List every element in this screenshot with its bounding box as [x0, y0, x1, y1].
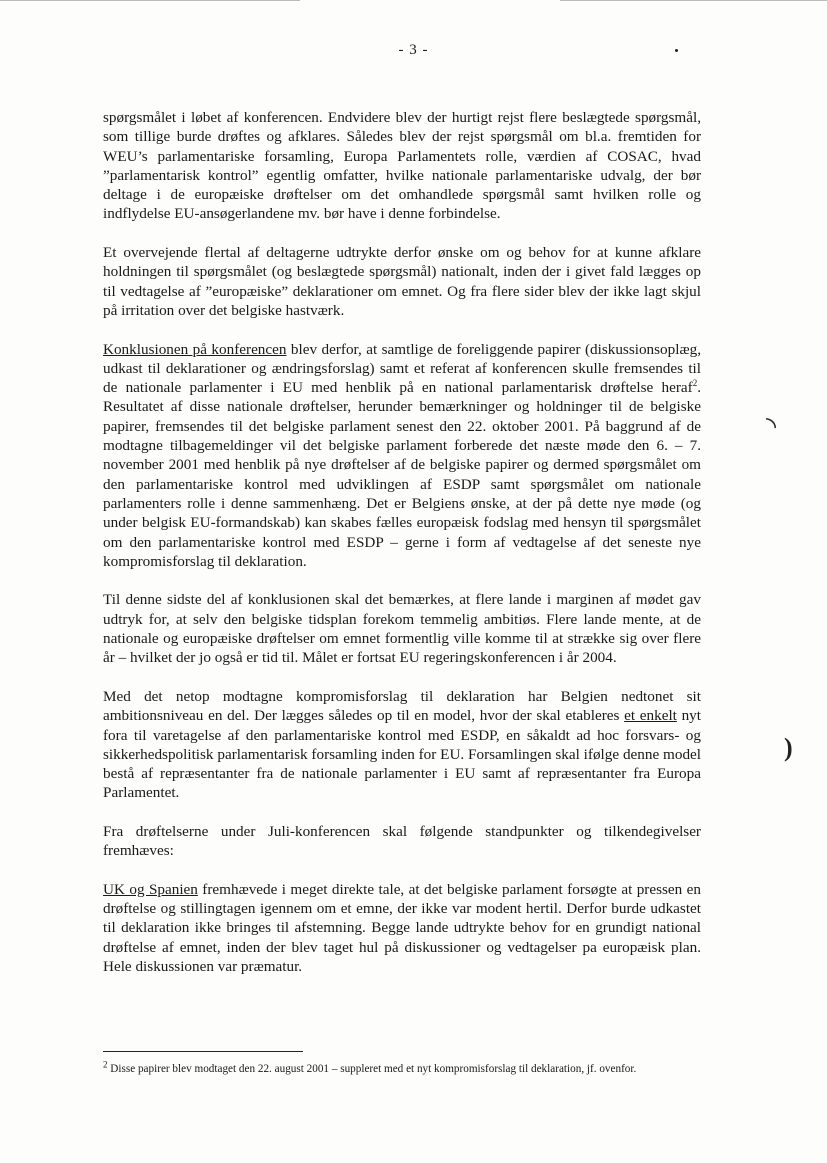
- scan-edge-left: [0, 0, 300, 1]
- paragraph-5-text-b: nyt fora til varetagelse af den parlamentariske kontrol med ESDP, en såkaldt ad hoc forsvars- og sikkerhedspolitisk parlamentarisk forsamling inden for EU. Forsamlingen skal ifølge denne model bestå af repræsentanter fra de nationale parlamenter i EU samt af repræsentanter fra Europa Parlamentet.: [103, 707, 701, 802]
- footnote: [103, 1061, 701, 1077]
- footnote-divider: [103, 1051, 303, 1052]
- paragraph-3-text-b: . Resultatet af disse nationale drøftelser, herunder bemærkninger og holdninger til de belgiske papirer, fremsendes til det belgiske parlament senest den 22. oktober 2001. På baggrund af de modtagne tilbagemeldinger vil det belgiske parlament forberede det næste møde den 6. – 7. november 2001 med henblik på nye drøftelser af de belgiske papirer og dermed spørgsmålet om den parlamentariske kontrol med udviklingen af ESDP samt spørgsmålet om nationale parlamenters rolle i denne sammenhæng. Det er Belgiens ønske, at der på dette nye møde (og under belgisk EU-formandskab) kan skabes fælles europæisk fodslag med hensyn til spørgsmålet om den parlamentariske kontrol med ESDP – gerne i form af vedtagelse af det seneste nye kompromisforslag til deklaration.: [103, 379, 701, 570]
- paragraph-5: [103, 687, 701, 803]
- margin-hole-mark-upper: ◝: [766, 412, 777, 441]
- paragraph-5-text-a: Med det netop modtagne kompromisforslag til deklaration har Belgien nedtonet sit ambitionsniveau en del. Der lægges således op til en model, hvor der skal etableres: [103, 687, 701, 725]
- paragraph-1: spørgsmålet i løbet af konferencen. Endvidere blev der hurtigt rejst flere beslægtede spørgsmål, som tillige burde drøftes og afklares. Således blev der rejst spørgsmål om bl.a. fremtiden for WEU’s parlamentariske forsamling, Europa Parlamentets rolle, værdien af COSAC, hvad ”parlamentarisk kontrol” egentlig omfatter, hvilke nationale parlamentariske udvalg, der bør deltage i de europæiske drøftelser om det omhandlede spørgsmål samt hvilken rolle og indflydelse EU-ansøgerlandene mv. bør have i denne forbindelse.: [103, 109, 701, 223]
- page-number: - 3 -: [398, 42, 429, 58]
- underlined-heading-uk-spain: UK og Spanien: [103, 880, 198, 898]
- footnote-reference: 2: [692, 378, 698, 389]
- footnote-text: Disse papirer blev modtaget den 22. august 2001 – suppleret med et nyt kompromisforslag til deklaration, jf. ovenfor.: [107, 1063, 637, 1075]
- scan-edge-right: [560, 0, 827, 1]
- paragraph-6: Fra drøftelserne under Juli-konferencen skal følgende standpunkter og tilkendegivelser fremhæves:: [103, 822, 701, 860]
- paragraph-4: Til denne sidste del af konklusionen skal det bemærkes, at flere lande i marginen af mødet gav udtryk for, at selv den belgiske tidsplan forekom temmelig ambitiøs. Flere lande mente, at de nationale og europæiske drøftelser om emnet formentlig ville komme til at strække sig over flere år – hvilket der jo også er tid til. Målet er fortsat EU regeringskonferencen i år 2004.: [103, 591, 701, 667]
- underlined-heading-conclusion: Konklusionen på konferencen: [103, 340, 287, 358]
- paragraph-7-text: fremhævede i meget direkte tale, at det belgiske parlament forsøgte at pressen en drøftelse og stillingtagen igennem om et emne, der ikke var modent hertil. Derfor burde udkastet til deklaration ikke bringes til afstemning. Begge lande udtrykte behov for en grundigt national drøftelse af emnet, inden der blev taget hul på diskussioner og vedtagelser pa europæisk plan. Hele diskussionen var præmatur.: [103, 880, 701, 976]
- paragraph-7: [103, 880, 701, 976]
- paragraph-3: [103, 340, 701, 572]
- margin-hole-mark-lower: ): [784, 733, 793, 762]
- paragraph-2: Et overvejende flertal af deltagerne udtrykte derfor ønske om og behov for at kunne afklare holdningen til spørgsmålet (og beslægtede spørgsmål) nationalt, inden der i givet fald lægges op til vedtagelse af ”europæiske” deklarationer om emnet. Og fra flere sider blev der ikke lagt skjul på irritation over det belgiske hastværk.: [103, 244, 701, 319]
- underlined-phrase: et enkelt: [624, 707, 677, 725]
- document-body: [103, 108, 701, 996]
- scan-speck: [675, 49, 678, 52]
- paragraph-3-text-a: blev derfor, at samtlige de foreliggende papirer (diskussionsoplæg, udkast til deklarationer og ændringsforslag) samt et referat af konferencen skulle fremsendes til de nationale parlamenter i EU med henblik på en national parlamentarisk drøftelse heraf: [103, 340, 701, 397]
- footnote-marker: 2: [103, 1059, 108, 1070]
